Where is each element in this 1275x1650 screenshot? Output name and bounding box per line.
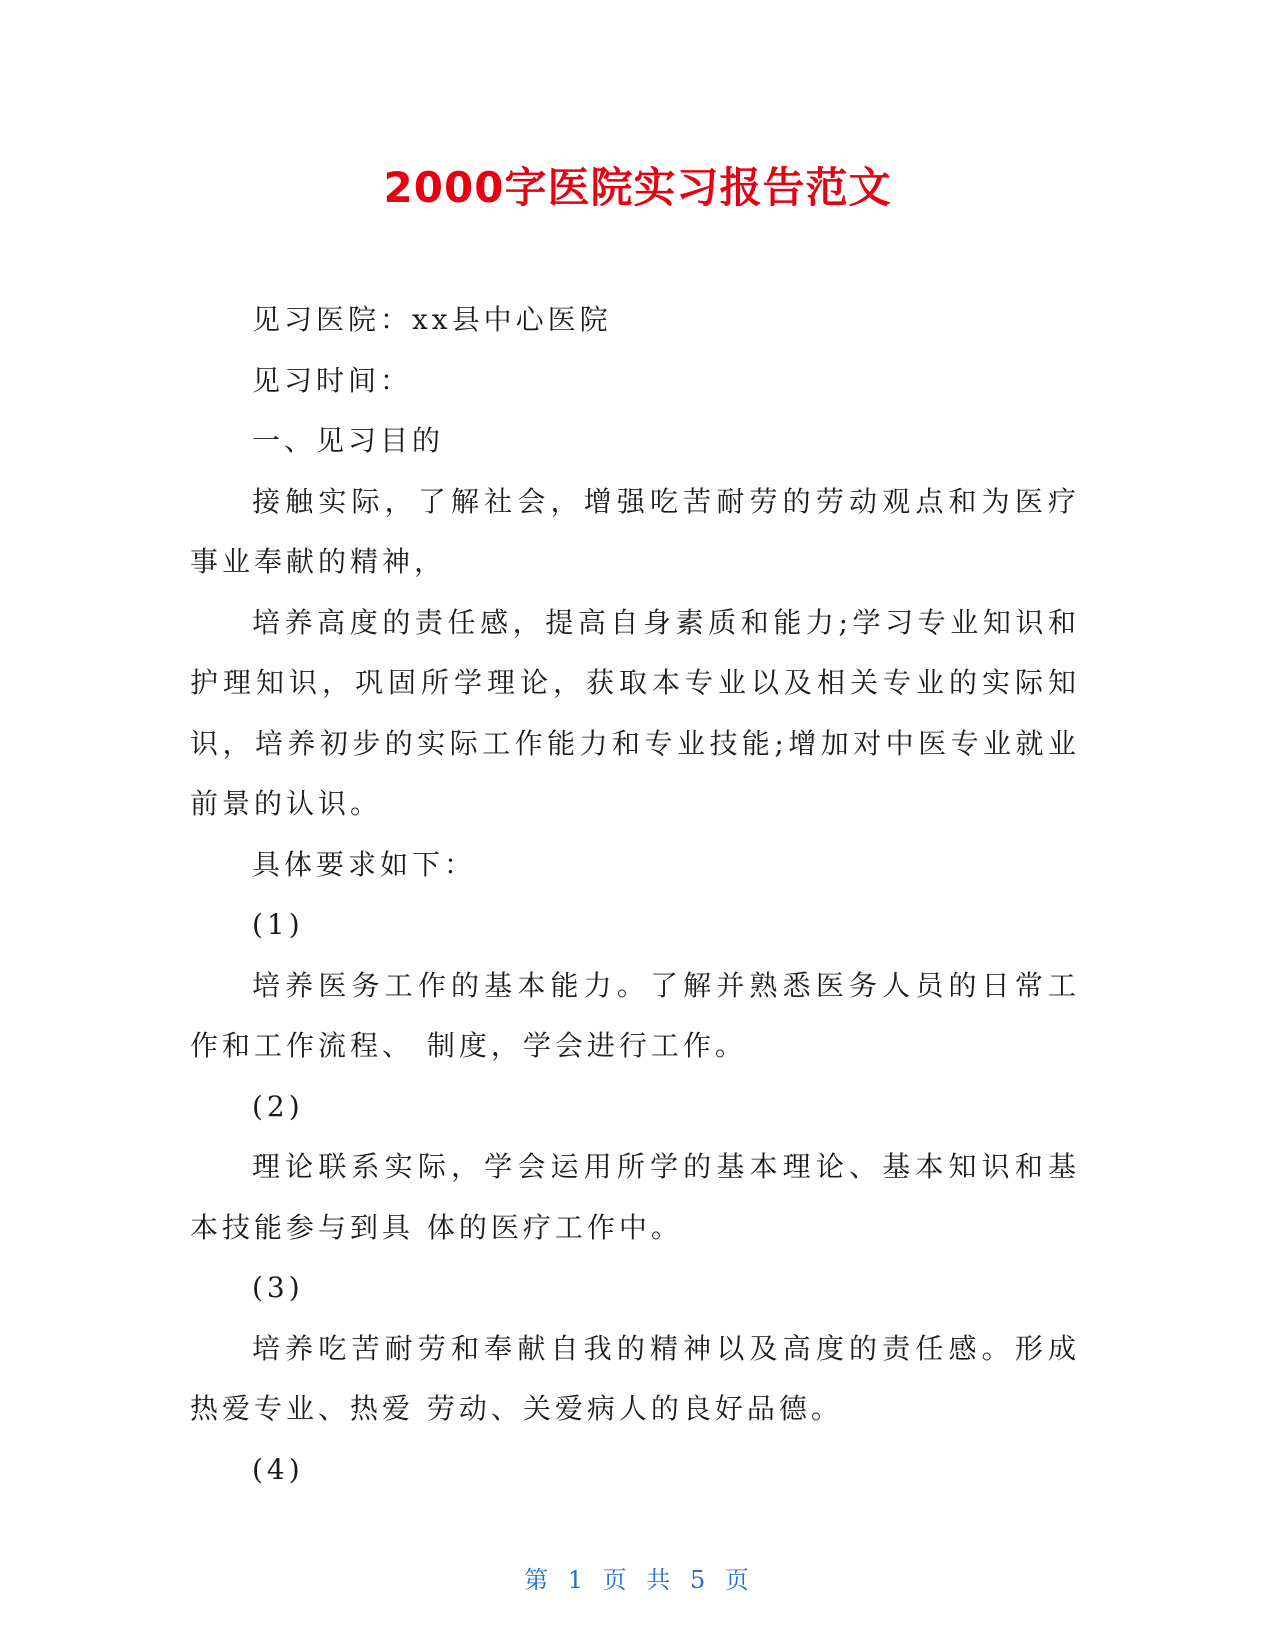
- paragraph-requirement-2: 理论联系实际，学会运用所学的基本理论、基本知识和基本技能参与到具 体的医疗工作中。: [190, 1150, 1080, 1244]
- paragraph-requirement-3: 培养吃苦耐劳和奉献自我的精神以及高度的责任感。形成热爱专业、热爱 劳动、关爱病人的良好品德。: [190, 1331, 1080, 1425]
- paragraph-purpose-2: 培养高度的责任感，提高自身素质和能力;学习专业知识和护理知识，巩固所学理论，获取本专业以及相关专业的实际知识，培养初步的实际工作能力和专业技能;增加对中医专业就业前景的认识。: [190, 605, 1080, 820]
- list-marker-3: (3): [252, 1271, 304, 1304]
- paragraph-hospital: 见习医院：xx县中心医院: [252, 303, 612, 336]
- section-heading-purpose: 一、见习目的: [252, 424, 445, 457]
- document-title: 2000字医院实习报告范文: [383, 163, 892, 212]
- paragraph-requirement-1: 培养医务工作的基本能力。了解并熟悉医务人员的日常工作和工作流程、 制度，学会进行工作。: [190, 968, 1080, 1062]
- list-marker-4: (4): [252, 1452, 304, 1486]
- document-body: [190, 290, 1080, 1500]
- paragraph-purpose-1: 接触实际，了解社会，增强吃苦耐劳的劳动观点和为医疗事业奉献的精神，: [190, 484, 1080, 578]
- paragraph-requirements-intro: 具体要求如下：: [252, 847, 477, 881]
- list-marker-2: (2): [252, 1089, 304, 1123]
- list-marker-1: (1): [252, 908, 304, 941]
- paragraph-time: 见习时间：: [252, 363, 413, 397]
- page-footer: 第 1 页 共 5 页: [524, 1566, 751, 1594]
